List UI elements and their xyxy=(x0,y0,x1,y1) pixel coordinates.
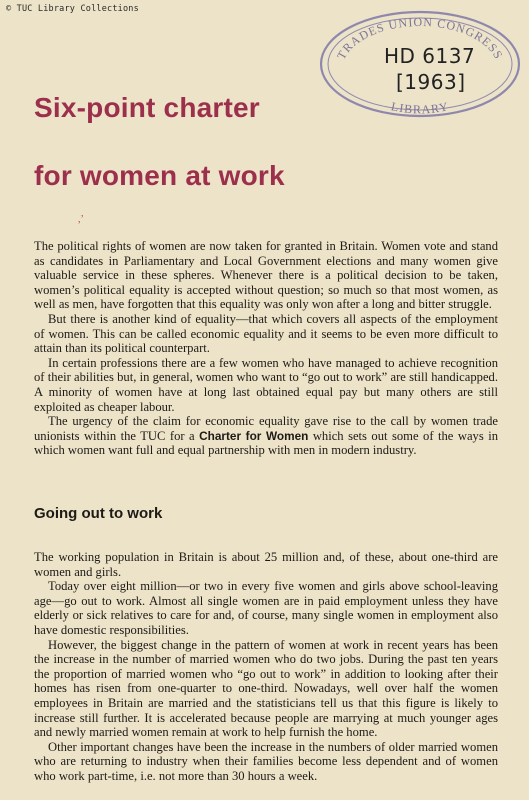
intro-paragraph-2: But there is another kind of equality—that which covers all aspects of the employment of women. This can be called economic equality and it seems to be even more difficult to attain than its political counterpart. xyxy=(34,311,498,356)
charter-for-women-term: Charter for Women xyxy=(199,428,309,443)
stray-mark: ,’ xyxy=(78,214,84,225)
section-paragraph-4: Other important changes have been the increase in the numbers of older married women who are returning to industry when their families become less dependent and of women who work part-time, i.e. not more than 30 hours a week. xyxy=(34,739,498,783)
stamp-shelfmark: HD 6137 xyxy=(384,44,476,68)
intro-paragraph-4-start: The urgency of the claim for economic equality gave rise to the call by women trade unionists within the TUC for a xyxy=(34,414,498,443)
intro-paragraph-1: The political rights of women are now taken for granted in Britain. Women vote and stand as candidates in Parliamentary and Local Government elections and many women give valuable service in these spheres. Whenever there is a political decision to be taken, women’s political equality is accepted without question; so much so that most women, as well as men, have forgotten that this equality was only won after a long and bitter struggle. xyxy=(34,239,498,312)
page-title-line-2: for women at work xyxy=(34,160,285,191)
library-stamp xyxy=(318,8,522,120)
copyright-notice: © TUC Library Collections xyxy=(6,4,139,14)
stamp-ring-bottom-text: LIBRARY xyxy=(389,99,451,117)
intro-paragraph-4 xyxy=(34,414,498,458)
section-paragraph-2: Today over eight million—or two in every five women and girls above school-leaving age—go out to work. Almost all single women are in paid employment unless they have elderly or sick relatives to care for and, of course, many single women in employment also have domestic responsibilities. xyxy=(34,579,498,637)
section-paragraph-3: However, the biggest change in the pattern of women at work in recent years has been the increase in the number of married women who do two jobs. During the past ten years the proportion of married women who “go out to work” in addition to looking after their homes has risen from one-quarter to one-third. Nowadays, well over half the women employees in Britain are married and the statisticians tell us that this figure is likely to increase still further. It is accelerated because people are marrying at much younger ages and newly married women remain at work to help furnish the home. xyxy=(34,637,498,740)
intro-paragraph-3: In certain professions there are a few women who have managed to achieve recognition of their abilities but, in general, women who want to “go out to work” are still handicapped. A minority of women have at long last obtained equal pay but many others are still exploited as cheaper labour. xyxy=(34,355,498,414)
stamp-ring-top-text: TRADES UNION CONGRESS xyxy=(334,14,506,62)
intro-text xyxy=(34,239,498,458)
stamp-year: [1963] xyxy=(396,70,466,94)
page-title-line-1: Six-point charter xyxy=(34,92,260,123)
section-text xyxy=(34,550,498,784)
intro-paragraph-4-end: which sets out some of the ways in which women want full and equal partnership with men in modern industry. xyxy=(34,428,498,458)
section-heading: Going out to work xyxy=(34,505,163,522)
section-paragraph-1: The working population in Britain is about 25 million and, of these, about one-third are women and girls. xyxy=(34,550,498,579)
